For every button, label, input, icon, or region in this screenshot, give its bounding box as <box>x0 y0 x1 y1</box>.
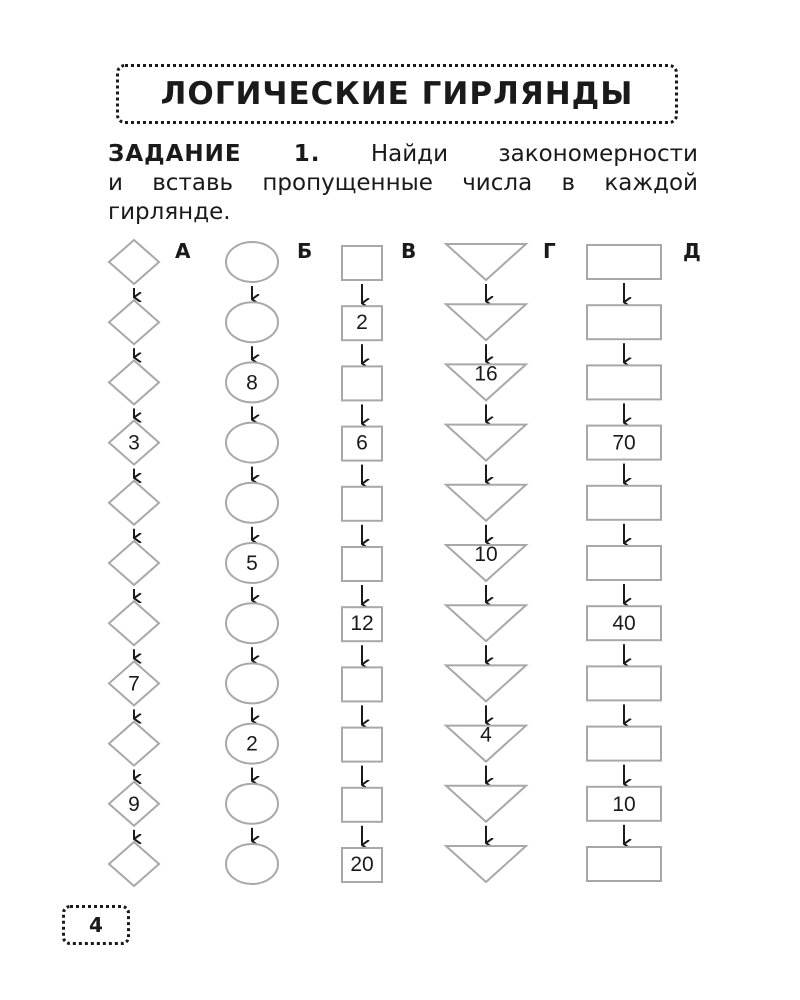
garland-value: 4 <box>480 723 492 747</box>
garland-node[interactable] <box>587 847 661 881</box>
garland-node[interactable] <box>109 240 159 284</box>
garland-node[interactable] <box>109 481 159 525</box>
garland-node[interactable] <box>226 423 278 463</box>
garland-node[interactable] <box>446 304 526 340</box>
garland-value: 20 <box>350 853 374 876</box>
garland-node[interactable] <box>109 300 159 344</box>
garland-node[interactable] <box>587 727 661 761</box>
garland-node[interactable] <box>226 784 278 824</box>
garland-node[interactable] <box>587 546 661 580</box>
garland-node[interactable] <box>446 846 526 882</box>
garland-node[interactable] <box>587 245 661 279</box>
page-number: 4 <box>62 905 130 945</box>
garland-value: 2 <box>246 732 258 756</box>
garland-node[interactable] <box>342 246 382 280</box>
garland-value: 10 <box>612 792 636 816</box>
garland-node[interactable] <box>446 605 526 641</box>
garland-value: 6 <box>356 431 368 455</box>
garland-node[interactable] <box>587 486 661 520</box>
garland-node[interactable] <box>226 844 278 884</box>
garland-node[interactable] <box>446 425 526 461</box>
garland-node[interactable] <box>446 665 526 701</box>
garland-node[interactable] <box>342 366 382 400</box>
garland-node[interactable] <box>342 788 382 822</box>
garland-letter: В <box>401 239 417 263</box>
garland-node[interactable] <box>109 601 159 645</box>
garland-value: 7 <box>128 672 140 696</box>
garland-node[interactable] <box>446 786 526 822</box>
garland-value: 16 <box>474 362 498 386</box>
garland-value: 12 <box>350 612 374 636</box>
garland-node[interactable] <box>226 663 278 703</box>
garland-node[interactable] <box>446 244 526 280</box>
garland-node[interactable] <box>446 485 526 521</box>
garland-node[interactable] <box>587 365 661 399</box>
garland-node[interactable] <box>109 541 159 585</box>
garland-letter: А <box>175 239 191 263</box>
garland-node[interactable] <box>587 305 661 339</box>
garland-node[interactable] <box>226 302 278 342</box>
garland-value: 9 <box>128 792 140 816</box>
task-text-line2: и вставь пропущенные числа в каждой гирлянде. <box>108 170 698 225</box>
page-title: ЛОГИЧЕСКИЕ ГИРЛЯНДЫ <box>160 76 634 112</box>
garland-node[interactable] <box>226 483 278 523</box>
garland-value: 40 <box>612 612 636 636</box>
garland-value: 8 <box>246 371 258 395</box>
garland-letter: Б <box>297 239 313 263</box>
garland-value: 3 <box>128 431 140 455</box>
garland-node[interactable] <box>109 722 159 766</box>
garland-node[interactable] <box>226 603 278 643</box>
garland-value: 5 <box>246 552 258 575</box>
garland-node[interactable] <box>587 666 661 700</box>
garland-node[interactable] <box>342 547 382 581</box>
garland-value: 10 <box>474 543 498 566</box>
garland-node[interactable] <box>226 242 278 282</box>
task-text-line1: Найди закономерности <box>370 141 698 167</box>
garland-value: 2 <box>356 311 368 335</box>
garland-letter: Д <box>683 239 701 263</box>
garland-node[interactable] <box>109 360 159 404</box>
garland-node[interactable] <box>342 487 382 521</box>
task-label: ЗАДАНИЕ 1. <box>108 141 321 167</box>
garland-node[interactable] <box>342 728 382 762</box>
garland-letter: Г <box>543 239 556 263</box>
garland-node[interactable] <box>109 842 159 886</box>
garland-value: 70 <box>612 431 636 455</box>
garland-node[interactable] <box>342 667 382 701</box>
